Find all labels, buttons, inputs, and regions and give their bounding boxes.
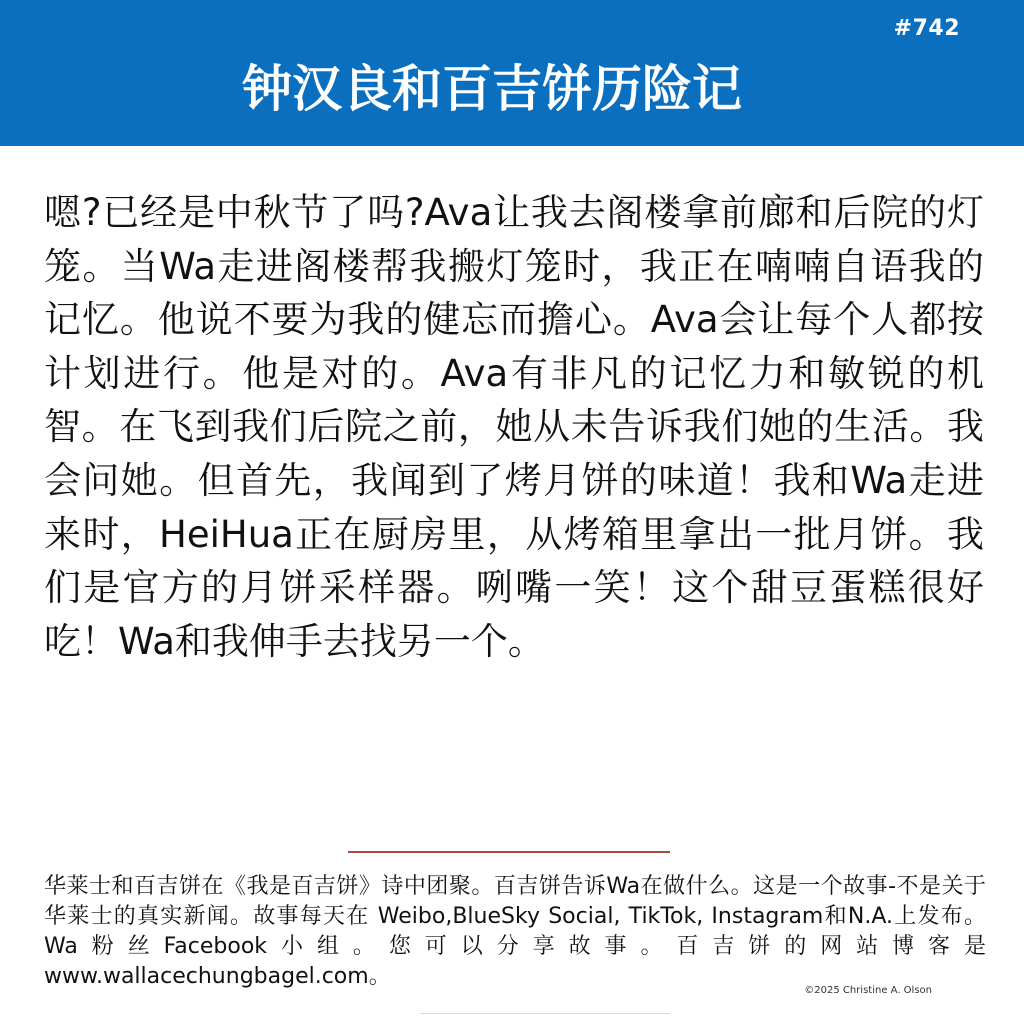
story-text: 嗯?已经是中秋节了吗?Ava让我去阁楼拿前廊和后院的灯笼。当Wa走进阁楼帮我搬灯笼时，我正在喃喃自语我的记忆。他说不要为我的健忘而擔心。Ava会让每个人都按计划进行。他是对的。Ava有非凡的记忆力和敏锐的机智。在飞到我们后院之前，她从未告诉我们她的生活。我会问她。但首先，我闻到了烤月饼的味道！我和Wa走进来时，HeiHua正在厨房里，从烤箱里拿出一批月饼。我们是官方的月饼采样器。咧嘴一笑！这个甜豆蛋糕很好吃！Wa和我伸手去找另一个。 (44, 191, 984, 663)
footer-note: 华莱士和百吉饼在《我是百吉饼》诗中团聚。百吉饼告诉Wa在做什么。这是一个故事-不是关于华莱士的真实新闻。故事每天在 Weibo,BlueSky Social, TikTok, Instagram和N.A.上发布。Wa粉丝Facebook小组。您可以分享故事。百吉饼的网站博客是www.wallacechungbagel.com。 (44, 874, 986, 989)
copyright-notice: ©2025 Christine A. Olson (804, 985, 932, 996)
bottom-divider (420, 1013, 670, 1014)
episode-number: #742 (893, 16, 960, 41)
section-divider (348, 851, 670, 853)
page-title: 钟汉良和百吉饼历险记 (242, 60, 742, 118)
title-banner (0, 0, 1024, 146)
